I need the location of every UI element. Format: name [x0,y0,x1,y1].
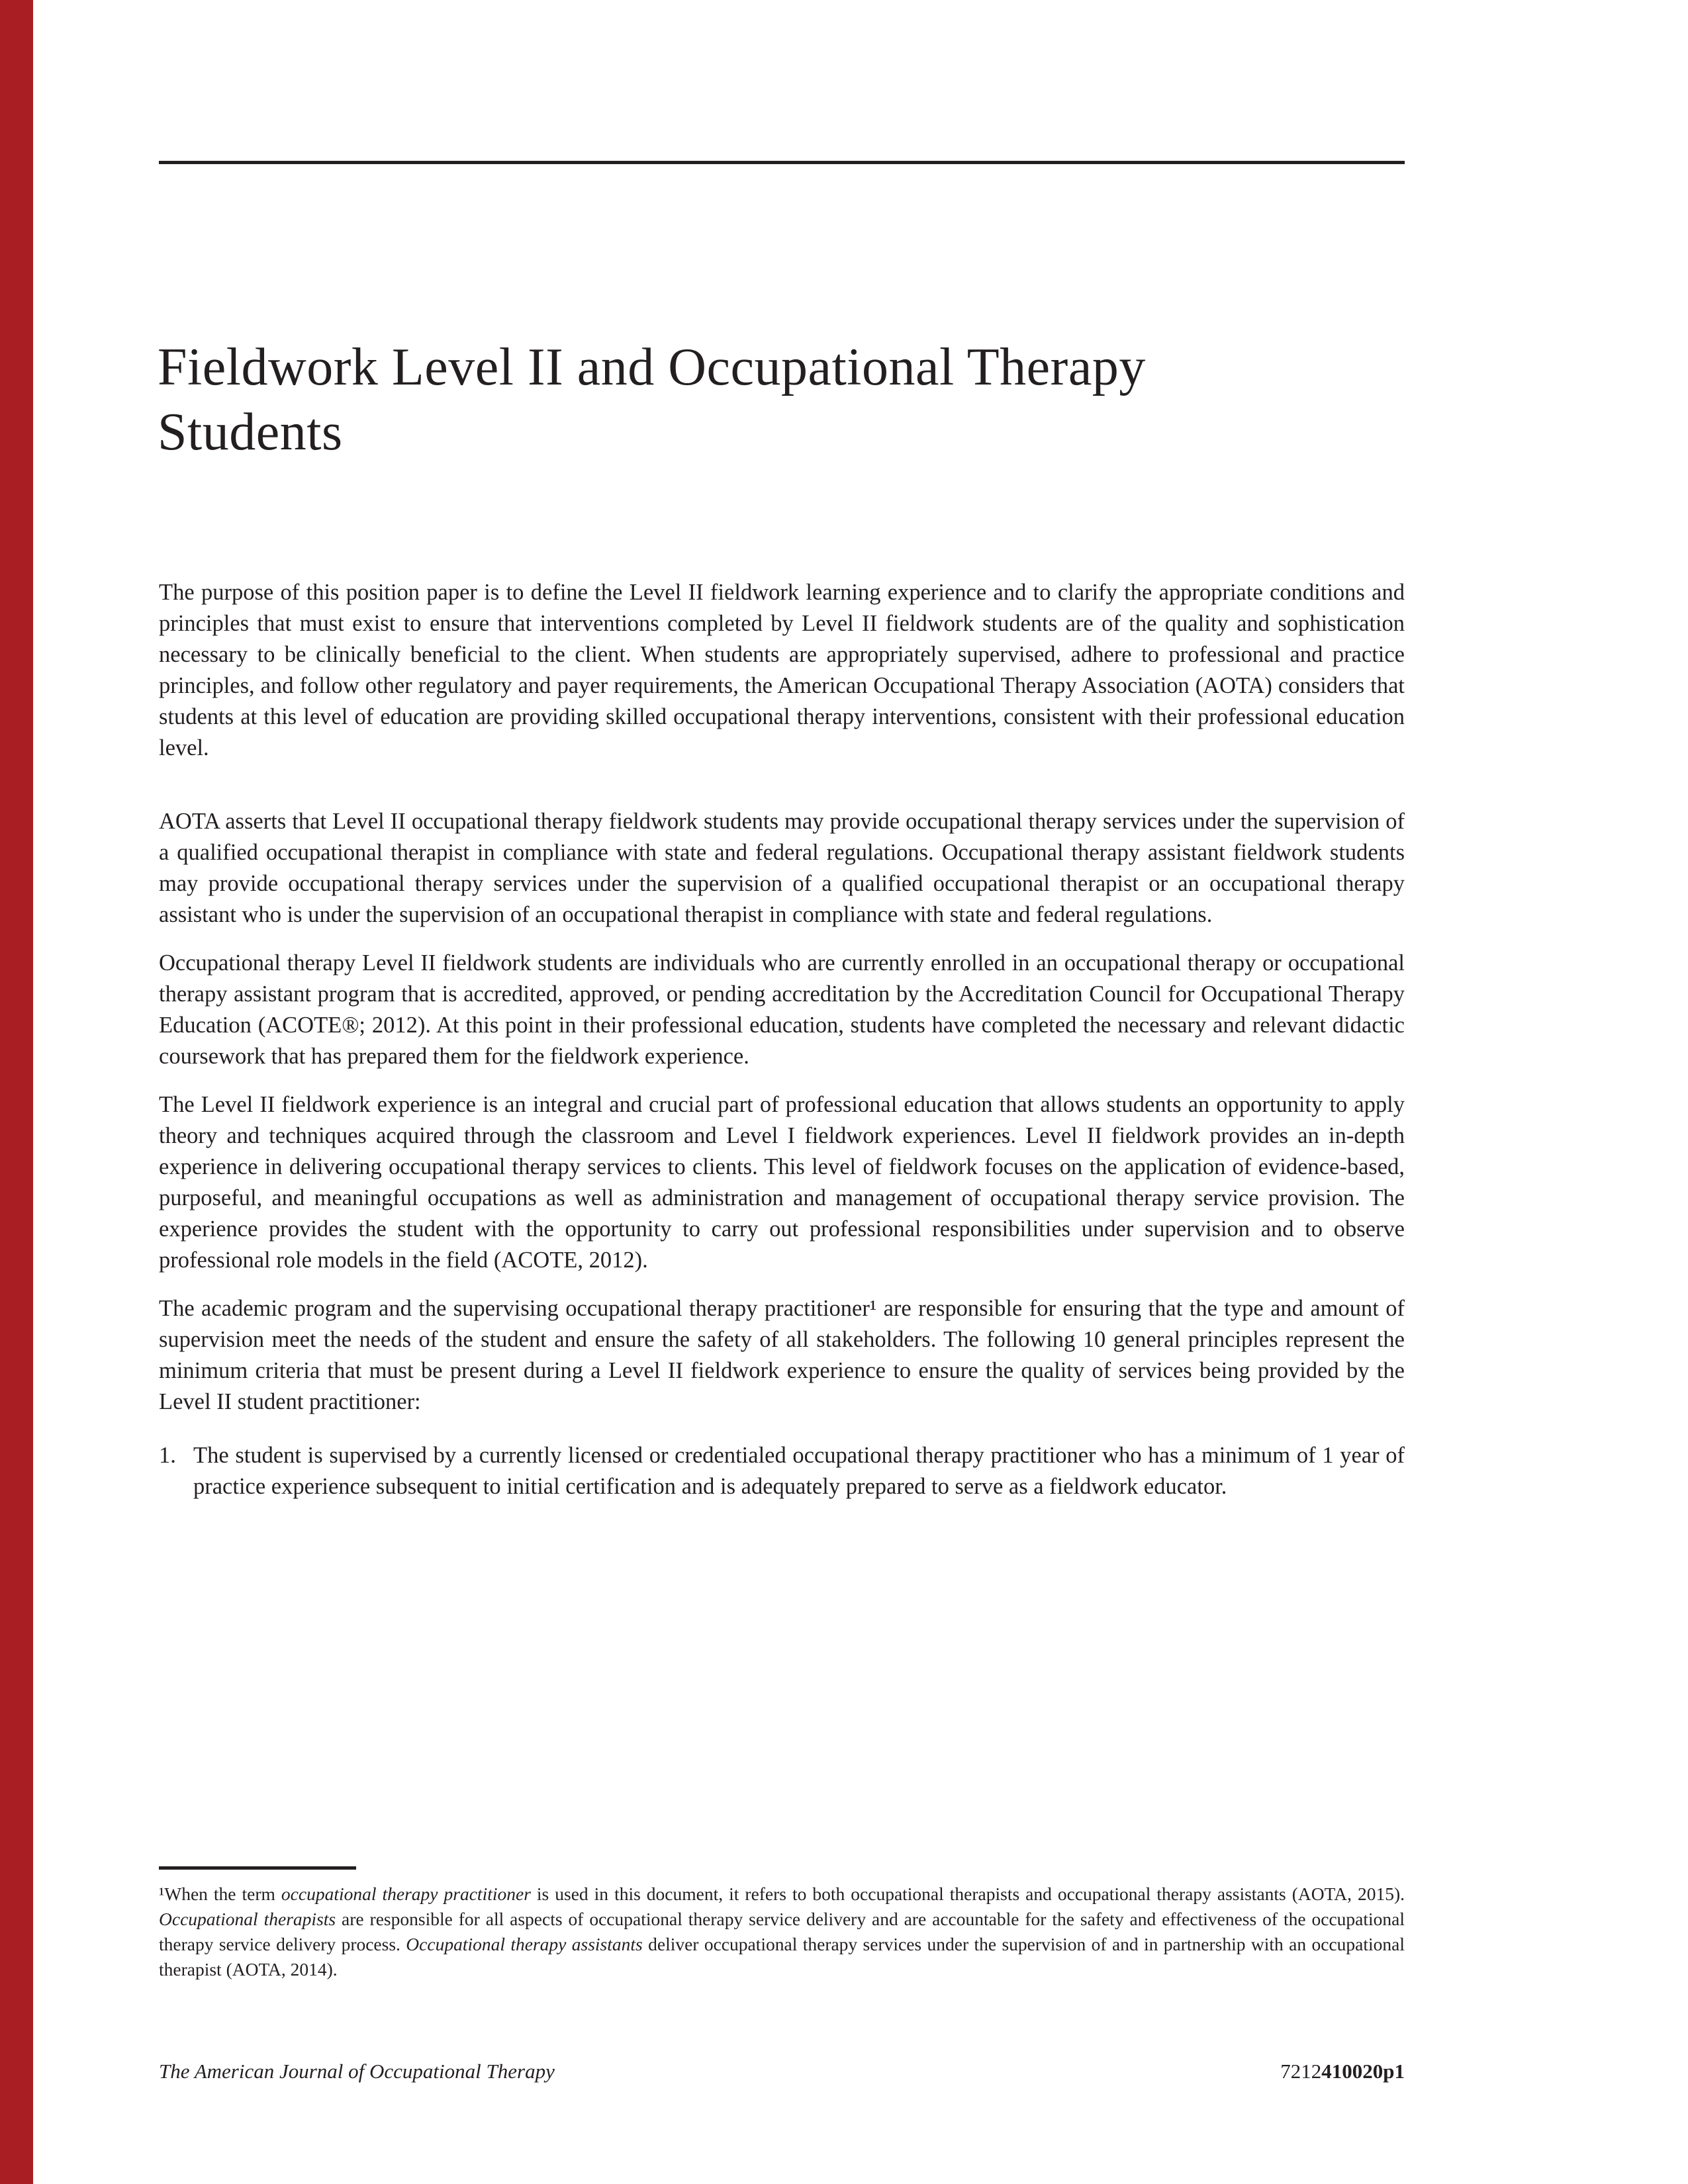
footnote [159,1866,1405,1982]
page-title: Fieldwork Level II and Occupational Therapy Students [158,338,1146,461]
body-paragraph: Occupational therapy Level II fieldwork students are individuals who are currently enrolled in an occupational therapy or occupational therapy assistant program that is accredited, approved, or pending accreditation by the Accreditation Council for Occupational Therapy Education (ACOTE®; 2012). At this point in their professional education, students have completed the necessary and relevant didactic coursework that has prepared them for the fieldwork experience. [159,950,1405,1069]
footnote-segment: is used in this document, it refers to both occupational therapists and occupational therapy assistants (AOTA, 2015). [530,1884,1405,1904]
article-body [159,577,1405,1502]
footnote-segment: are responsible for all aspects of occupational therapy service delivery and are accountable for the safety and effectiveness of the occupational therapy service delivery process. [159,1909,1405,1954]
list-item-number: 1. [159,1443,176,1468]
body-paragraph: The purpose of this position paper is to define the Level II fieldwork learning experience and to clarify the appropriate conditions and principles that must exist to ensure that interventions completed by Level II fieldwork students are of the quality and sophistication necessary to be clinically beneficial to the client. When students are appropriately supervised, adhere to professional and practice principles, and follow other regulatory and payer requirements, the American Occupational Therapy Association (AOTA) considers that students at this level of education are providing skilled occupational therapy interventions, consistent with their professional education level. [159,580,1405,760]
page-number-bold: 410020p1 [1321,2060,1405,2083]
footnote-segment: occupational therapy practitioner [281,1884,531,1904]
page-number-regular: 7212 [1280,2060,1322,2083]
list-item-text: The student is supervised by a currently licensed or credentialed occupational therapy practitioner who has a minimum of 1 year of practice experience subsequent to initial certification and is adequately prepared to serve as a fieldwork educator. [193,1443,1405,1499]
footnote-segment: Occupational therapists [159,1909,336,1929]
footnote-text [159,1882,1405,1982]
body-paragraph: The academic program and the supervising occupational therapy practitioner¹ are responsible for ensuring that the type and amount of supervision meet the needs of the student and ensure the safety of all stakeholders. The following 10 general principles represent the minimum criteria that must be present during a Level II fieldwork experience to ensure the quality of services being provided by the Level II student practitioner: [159,1296,1405,1414]
page-footer [159,2060,1405,2083]
page-number [1280,2060,1405,2083]
top-rule [159,161,1405,164]
footnote-rule [159,1866,356,1870]
body-paragraph: AOTA asserts that Level II occupational therapy fieldwork students may provide occupational therapy services under the supervision of a qualified occupational therapist in compliance with state and federal regulations. Occupational therapy assistant fieldwork students may provide occupational therapy services under the supervision of a qualified occupational therapist or an occupational therapy assistant who is under the supervision of an occupational therapist in compliance with state and federal regulations. [159,809,1405,927]
list-item [159,1440,1405,1502]
body-paragraph: The Level II fieldwork experience is an integral and crucial part of professional education that allows students an opportunity to apply theory and techniques acquired through the classroom and Level I fieldwork experiences. Level II fieldwork provides an in-depth experience in delivering occupational therapy services to clients. This level of fieldwork focuses on the application of evidence-based, purposeful, and meaningful occupations as well as administration and management of occupational therapy service provision. The experience provides the student with the opportunity to carry out professional responsibilities under supervision and to observe professional role models in the field (ACOTE, 2012). [159,1092,1405,1273]
footnote-segment: deliver occupational therapy services under the supervision of and in partnership with an occupational therapist (AOTA, 2014). [159,1934,1405,1979]
footnote-segment: ¹When the term [159,1884,281,1904]
journal-name: The American Journal of Occupational Therapy [159,2060,555,2083]
footnote-segment: Occupational therapy assistants [406,1934,643,1954]
page-edge-bar [0,0,33,2184]
